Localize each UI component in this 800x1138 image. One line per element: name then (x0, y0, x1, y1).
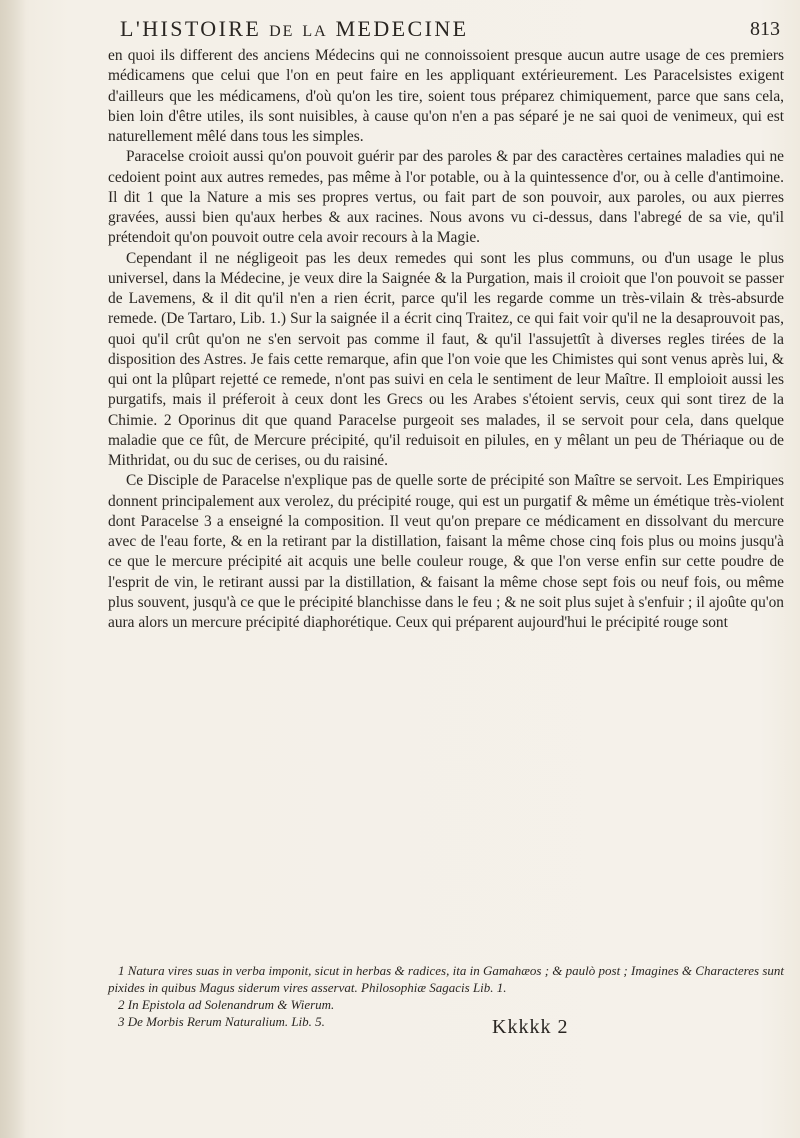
footnote-3: 3 De Morbis Rerum Naturalium. Lib. 5. (118, 1014, 325, 1029)
title-end: MEDECINE (335, 16, 469, 41)
signature-mark: Kkkkk 2 (492, 1016, 569, 1038)
footnote-2: 2 In Epistola ad Solenandrum & Wierum. (118, 997, 335, 1012)
paragraph-1: en quoi ils different des anciens Médecins qui ne connoissoient presque aucun autre usage de ces premiers médicamens que celui que l'on en peut faire en les appliquant extérieurement. Les Paracelsistes exigent d'ailleurs que les médicamens, d'où qu'on les tire, soient tous préparez chimiquement, parce que sans cela, bien loin d'être utiles, ils sont nuisibles, à cause qu'on n'en a pas séparé je ne sai quoi de venimeux, qui est naturellement mêlé dans tous les simples. (108, 47, 784, 145)
paragraph-3: Cependant il ne négligeoit pas les deux remedes qui sont les plus communs, ou d'un usage le plus universel, dans la Médecine, je veux dire la Saignée & la Purgation, mais il croioit que l'on pouvoit se passer de Lavemens, & il dit qu'il n'en a rien écrit, parce qu'il les regarde comme un très-vilain & très-absurde remede. (De Tartaro, Lib. 1.) Sur la saignée il a écrit cinq Traitez, ce qui fait voir qu'il ne la desaprouvoit pas, quoi qu'il crût qu'on ne s'en servoit pas comme il faut, & qu'il l'assujettît à diverses regles tirées de la disposition des Astres. Je fais cette remarque, afin que l'on voie que les Chimistes qui sont venus après lui, & qui ont la plûpart rejetté ce remede, n'ont pas suivi en cela le sentiment de leur Maître. Il emploioit aussi les purgatifs, mais il préferoit à ceux dont les Grecs ou les Arabes s'étoient servis, ceux qui sont tirez de la Chimie. 2 Oporinus dit que quand Paracelse purgeoit ses malades, il se servoit pour cela, dans quelque maladie que ce fût, de Mercure précipité, qu'il reduisoit en pilules, en y mêlant un peu de Thériaque ou de Mithridat, ou du suc de cerises, ou du raisiné. (108, 249, 784, 469)
footnotes (108, 962, 784, 1030)
running-title (120, 16, 468, 42)
paragraph-4: Ce Disciple de Paracelse n'explique pas de quelle sorte de précipité son Maître se servoit. Les Empiriques donnent principalement aux verolez, du précipité rouge, qui est un purgatif & même un émétique très-violent dont Paracelse 3 a enseigné la composition. Il veut qu'on prepare ce médicament en dissolvant du mercure avec de l'eau forte, & en la retirant par la distillation, faisant la même chose cinq fois plus ou moins jusqu'à ce que le mercure précipité ait acquis une belle couleur rouge, & que l'on verse enfin sur cette poudre de l'esprit de vin, le retirant aussi par la distillation, & faisant la même chose sept fois ou neuf fois, ou même plus souvent, jusqu'à ce que le précipité blanchisse dans le feu ; & ne soit plus sujet à s'enfuir ; il ajoûte qu'on aura alors un mercure précipité diaphorétique. Ceux qui préparent aujourd'hui le précipité rouge sont (108, 472, 784, 631)
paragraph-2: Paracelse croioit aussi qu'on pouvoit guérir par des paroles & par des caractères certaines maladies qui ne cedoient point aux autres remedes, pas même à l'or potable, ou à la quintessence d'or, ou à celle d'antimoine. Il dit 1 que la Nature a mis ses propres vertus, ou fait part de son pouvoir, aux paroles, ou aux pierres gravées, aussi bien qu'aux herbes & aux racines. Nous avons vu ci-dessus, dans l'abregé de sa vie, qu'il prétendoit qu'on pouvoit outre cela avoir recours à la Magie. (108, 148, 784, 247)
running-header (112, 14, 784, 44)
title-de: DE (269, 23, 295, 40)
title-la: LA (302, 23, 328, 40)
page-number: 813 (750, 18, 780, 40)
main-text (108, 46, 784, 633)
footnote-1: 1 Natura vires suas in verba imponit, sicut in herbas & radices, ita in Gamahæos ; & paulò post ; Imagines & Characteres sunt pixides in quibus Magus siderum vires asservat. Philosophiæ Sagacis Lib. 1. (108, 963, 784, 995)
page-gutter-shadow (0, 0, 26, 1138)
title-main: L'HISTOIRE (120, 16, 262, 41)
